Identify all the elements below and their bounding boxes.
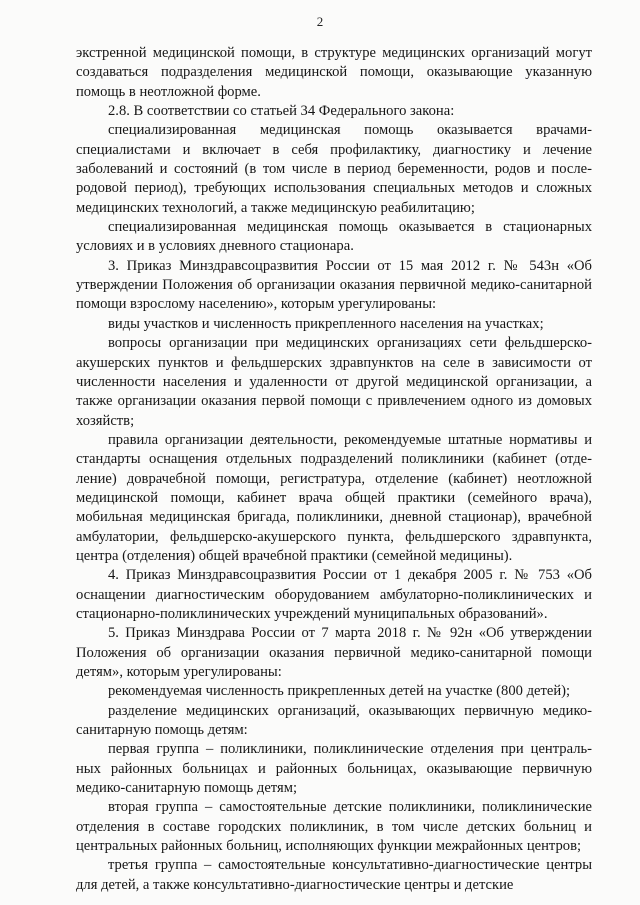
paragraph: экстренной медицинской помощи, в структуре медицинских организаций могут создаваться подразделения медицинской помощи, оказывающие указанную помощь в неотложной форме. — [76, 45, 592, 100]
paragraph: рекомендуемая численность прикрепленных детей на участке (800 детей); — [108, 683, 571, 700]
paragraph: 2.8. В соответствии со статьей 34 Федерального закона: — [108, 103, 455, 120]
paragraph: 4. Приказ Минздравсоцразвития России от 1 декабря 2005 г. № 753 «Об оснащении диагностическим оборудованием амбулаторно-поликлинических и стационарно-поликлинических учреждений муниципальных образований». — [76, 567, 592, 622]
paragraph: вопросы организации при медицинских организациях сети фельдшерско-акушерских пунктов и фельдшерских здравпунктов на селе в зависимости от численности населения и удаленности от другой медицинской организации, а также организации оказания первой помощи с привлечением одного из домовых хозяйств; — [76, 335, 592, 429]
paragraph: 3. Приказ Минздравсоцразвития России от 15 мая 2012 г. № 543н «Об утверждении Положения об организации оказания первичной медико-санитарной помощи взрослому населению», которым урегулированы: — [76, 257, 592, 313]
paragraph: виды участков и численность прикрепленного населения на участках; — [108, 315, 544, 332]
paragraph: правила организации деятельности, рекомендуемые штатные нормативы и стандарты оснащения отдельных подразделений поликлиники (кабинет (отде-ление) доврачебной помощи, регистратура, отделение (кабинет) неотложной медицинской помощи, кабинет врача общей практики (семейного врача), мобильная медицинская бригада, поликлиники, дневной стационар), врачебной амбулатории, фельдшерско-акушерского пункта, фельдшерского здравпункта, центра (отделения) общей врачебной практики (семейной медицины). — [76, 431, 592, 564]
document-body — [76, 44, 592, 895]
paragraph: третья группа – самостоятельные консультативно-диагностические центры для детей, а также консультативно-диагностические центры и детские — [76, 857, 592, 893]
paragraph: специализированная медицинская помощь оказывается врачами-специалистами и включает в себя профилактику, диагностику и лечение заболеваний и состояний (в том числе в период беременности, родов и после-родовой период), требующих использования специальных методов и сложных медицинских технологий, а также медицинскую реабилитацию; — [76, 122, 592, 216]
paragraph: первая группа – поликлиники, поликлинические отделения при централь-ных районных больницах и районных больницах, оказывающие первичную медико-санитарную помощь детям; — [76, 741, 592, 797]
paragraph: специализированная медицинская помощь оказывается в стационарных условиях и в условиях дневного стационара. — [76, 219, 592, 255]
paragraph: 5. Приказ Минздрава России от 7 марта 2018 г. № 92н «Об утверждении Положения об организации оказания первичной медико-санитарной помощи детям», которым урегулированы: — [76, 625, 592, 680]
page-number: 2 — [316, 14, 324, 29]
paragraph: вторая группа – самостоятельные детские поликлиники, поликлинические отделения в составе городских поликлиник, в том числе детских больниц и центральных районных больниц, исполняющих функции межрайонных центров; — [76, 799, 592, 855]
paragraph: разделение медицинских организаций, оказывающих первичную медико-санитарную помощь детям: — [76, 702, 592, 739]
